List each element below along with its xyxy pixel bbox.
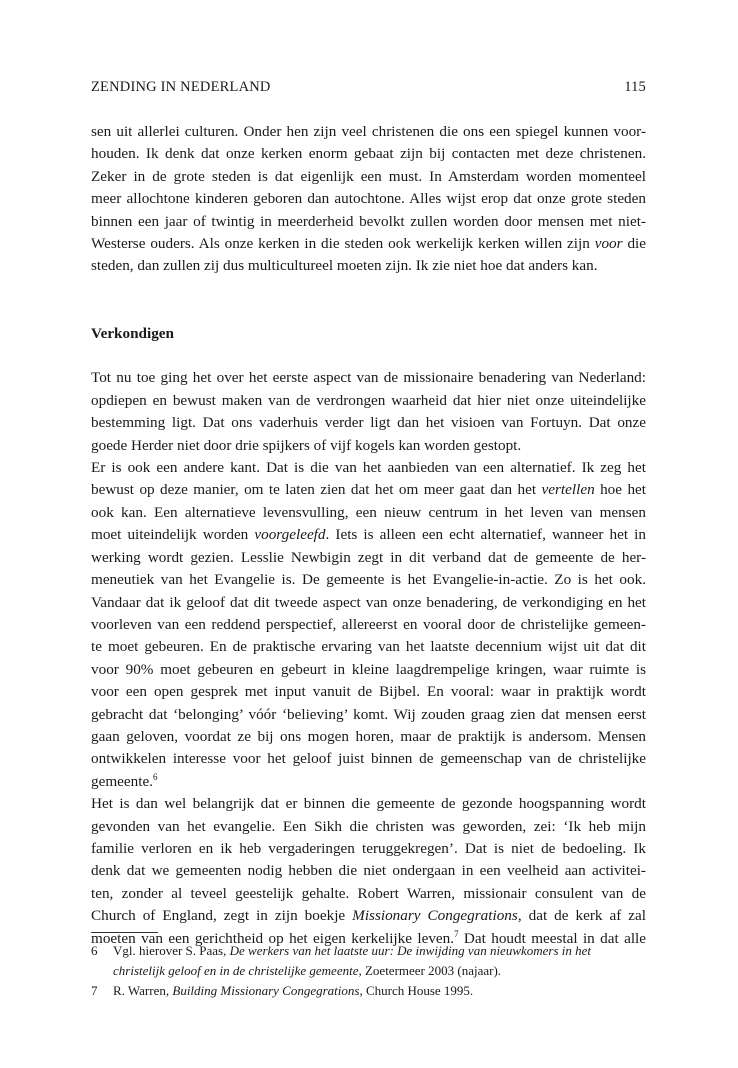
footnote-ref-7[interactable]: 7 [454, 928, 459, 939]
text-line: Tot nu toe ging het over het eerste aspect van de missionaire benadering van Nederland: [91, 369, 646, 387]
text-line: goede Herder niet door drie spijkers of vijf kogels kan worden gestopt. [91, 436, 522, 454]
emphasis: voor [594, 235, 623, 253]
footnote-number: 7 [91, 983, 98, 998]
text-line: gaan geloven, voordat ze bij ons mogen horen, maar de praktijk is andersom. Mensen [91, 727, 646, 745]
text-line: te moet gebeuren. En de praktische ervaring van het laatste decennium wijst uit dat dit [91, 638, 646, 656]
text-run: Vgl. hierover S. Paas, [113, 943, 230, 958]
text-line [91, 771, 646, 793]
text-run: R. Warren, [113, 983, 173, 998]
section-heading: Verkondigen [91, 324, 174, 342]
text-run: , dat de kerk af zal [517, 907, 647, 925]
paragraph-1 [91, 121, 646, 278]
text-run: Westerse ouders. Als onze kerken in die steden ook werkelijk kerken willen zijn [91, 235, 595, 253]
text-line: gebracht dat ‘belonging’ vóór ‘believing’ komt. Wij zouden graag zien dat mensen eerst [91, 705, 646, 723]
text-line: Er is ook een andere kant. Dat is die van het aanbieden van een alternatief. Ik zeg het [91, 459, 646, 477]
emphasis: voorgeleefd [254, 526, 326, 544]
text-run: bewust op deze manier, om te laten zien dat het om meer gaat dan het [91, 481, 542, 499]
text-line: ontwikkelen interesse voor het geloof juist binnen de gemeenschap van de christelijke [91, 750, 646, 768]
emphasis: Building Missionary Congegrations [172, 983, 360, 998]
text-line: denk dat we gemeenten nodig hebben die niet ondergaan in een veelheid aan activitei- [91, 862, 646, 880]
text-line: binnen een jaar of twintig in meerderheid bevolkt zullen worden door mensen met niet- [91, 212, 646, 230]
emphasis: christelijk geloof en in de christelijke gemeente [113, 963, 359, 978]
running-title: ZENDING IN NEDERLAND [91, 79, 271, 95]
paragraph-3 [91, 457, 646, 793]
footnote-divider [91, 932, 158, 933]
text-line: voor 90% moet gebeuren en gebeurt in kleine laagdrempelige kringen, waar ruimte is [91, 660, 646, 678]
emphasis: vertellen [541, 481, 595, 499]
text-line: ook kan. Een alternatieve levensvulling, een nieuw centrum in het leven van mensen [91, 503, 646, 521]
text-run: Dat houdt meestal in dat alle [458, 929, 647, 947]
emphasis: Missionary Congegrations [352, 907, 518, 925]
text-line: meer allochtone kinderen geboren dan autochtone. Alles wijst erop dat onze grote steden [91, 190, 646, 208]
text-run: die [622, 235, 646, 253]
text-line: Zeker in de grote steden is dat eigenlijk een must. In Amsterdam worden momenteel [91, 167, 646, 185]
text-run: hoe het [594, 481, 646, 499]
text-run: moeten van een gerichtheid op het eigen kerkelijke leven. [91, 929, 455, 947]
footnote-6 [91, 941, 646, 981]
text-line: steden, dan zullen zij dus multicultureel moeten zijn. Ik zie niet hoe dat anders kan. [91, 257, 598, 275]
body-text [91, 121, 646, 950]
text-line [91, 233, 646, 255]
text-line: opdiepen en bewust maken van de verdrongen waarheid dat hier niet onze uiteindelijke [91, 391, 646, 409]
text-run: , Zoetermeer 2003 (najaar). [358, 963, 502, 978]
text-run: . Iets is alleen een echt alternatief, wanneer het in [325, 526, 646, 544]
text-line: houden. Ik denk dat onze kerken enorm gebaat zijn bij contacten met deze christenen. [91, 145, 646, 163]
text-line: voor een open gesprek met input vanuit de Bijbel. En vooral: waar in praktijk wordt [91, 683, 646, 701]
footnote-line [113, 941, 646, 961]
footnote-number: 6 [91, 943, 98, 958]
text-run: , Church House 1995. [359, 983, 474, 998]
text-line: meneutiek van het Evangelie is. De gemeente is het Evangelie-in-actie. Zo is het ook. [91, 571, 646, 589]
text-line: Vandaar dat ik geloof dat dit tweede aspect van onze benadering, de verkondiging en het [91, 593, 646, 611]
text-line: gevonden van het evangelie. Een Sikh die christen was geworden, zei: ‘Ik heb mijn [91, 817, 646, 835]
text-line: familie verloren en ik heb vergaderingen teruggekregen’. Dat is niet de bedoeling. Ik [91, 839, 646, 857]
page-number: 115 [624, 79, 646, 95]
footnote-line [113, 961, 646, 981]
paragraph-2 [91, 367, 646, 457]
text-line: sen uit allerlei culturen. Onder hen zijn veel christenen die ons een spiegel kunnen voor- [91, 123, 646, 140]
footnote-line [113, 981, 646, 1001]
text-run: moet uiteindelijk worden [91, 526, 255, 544]
text-run: Church of England, zegt in zijn boekje [91, 907, 353, 925]
footnote-ref-6[interactable]: 6 [152, 771, 158, 782]
text-line: voorleven van een reddend perspectief, allereerst en vooral door de christelijke gemeen- [91, 615, 646, 633]
footnotes [91, 941, 646, 1001]
emphasis: De werkers van het laatste uur: De inwijding van nieuwkomers in het [229, 943, 592, 958]
text-line: bestemming ligt. Dat ons vaderhuis verder ligt dan het visioen van Fortuyn. Dat onze [91, 414, 646, 432]
text-line: werking wordt gezien. Lesslie Newbigin zegt in dit verband dat de gemeente de her- [91, 548, 646, 566]
text-line [91, 905, 646, 927]
text-line [91, 479, 646, 501]
text-line [91, 524, 646, 546]
footnote-7 [91, 981, 646, 1001]
text-line: Het is dan wel belangrijk dat er binnen die gemeente de gezonde hoogspanning wordt [91, 795, 646, 813]
paragraph-4 [91, 793, 646, 950]
text-run: gemeente. [91, 772, 153, 790]
text-line: ten, zonder al teveel geestelijk gehalte. Robert Warren, missionair consulent van de [91, 884, 646, 902]
